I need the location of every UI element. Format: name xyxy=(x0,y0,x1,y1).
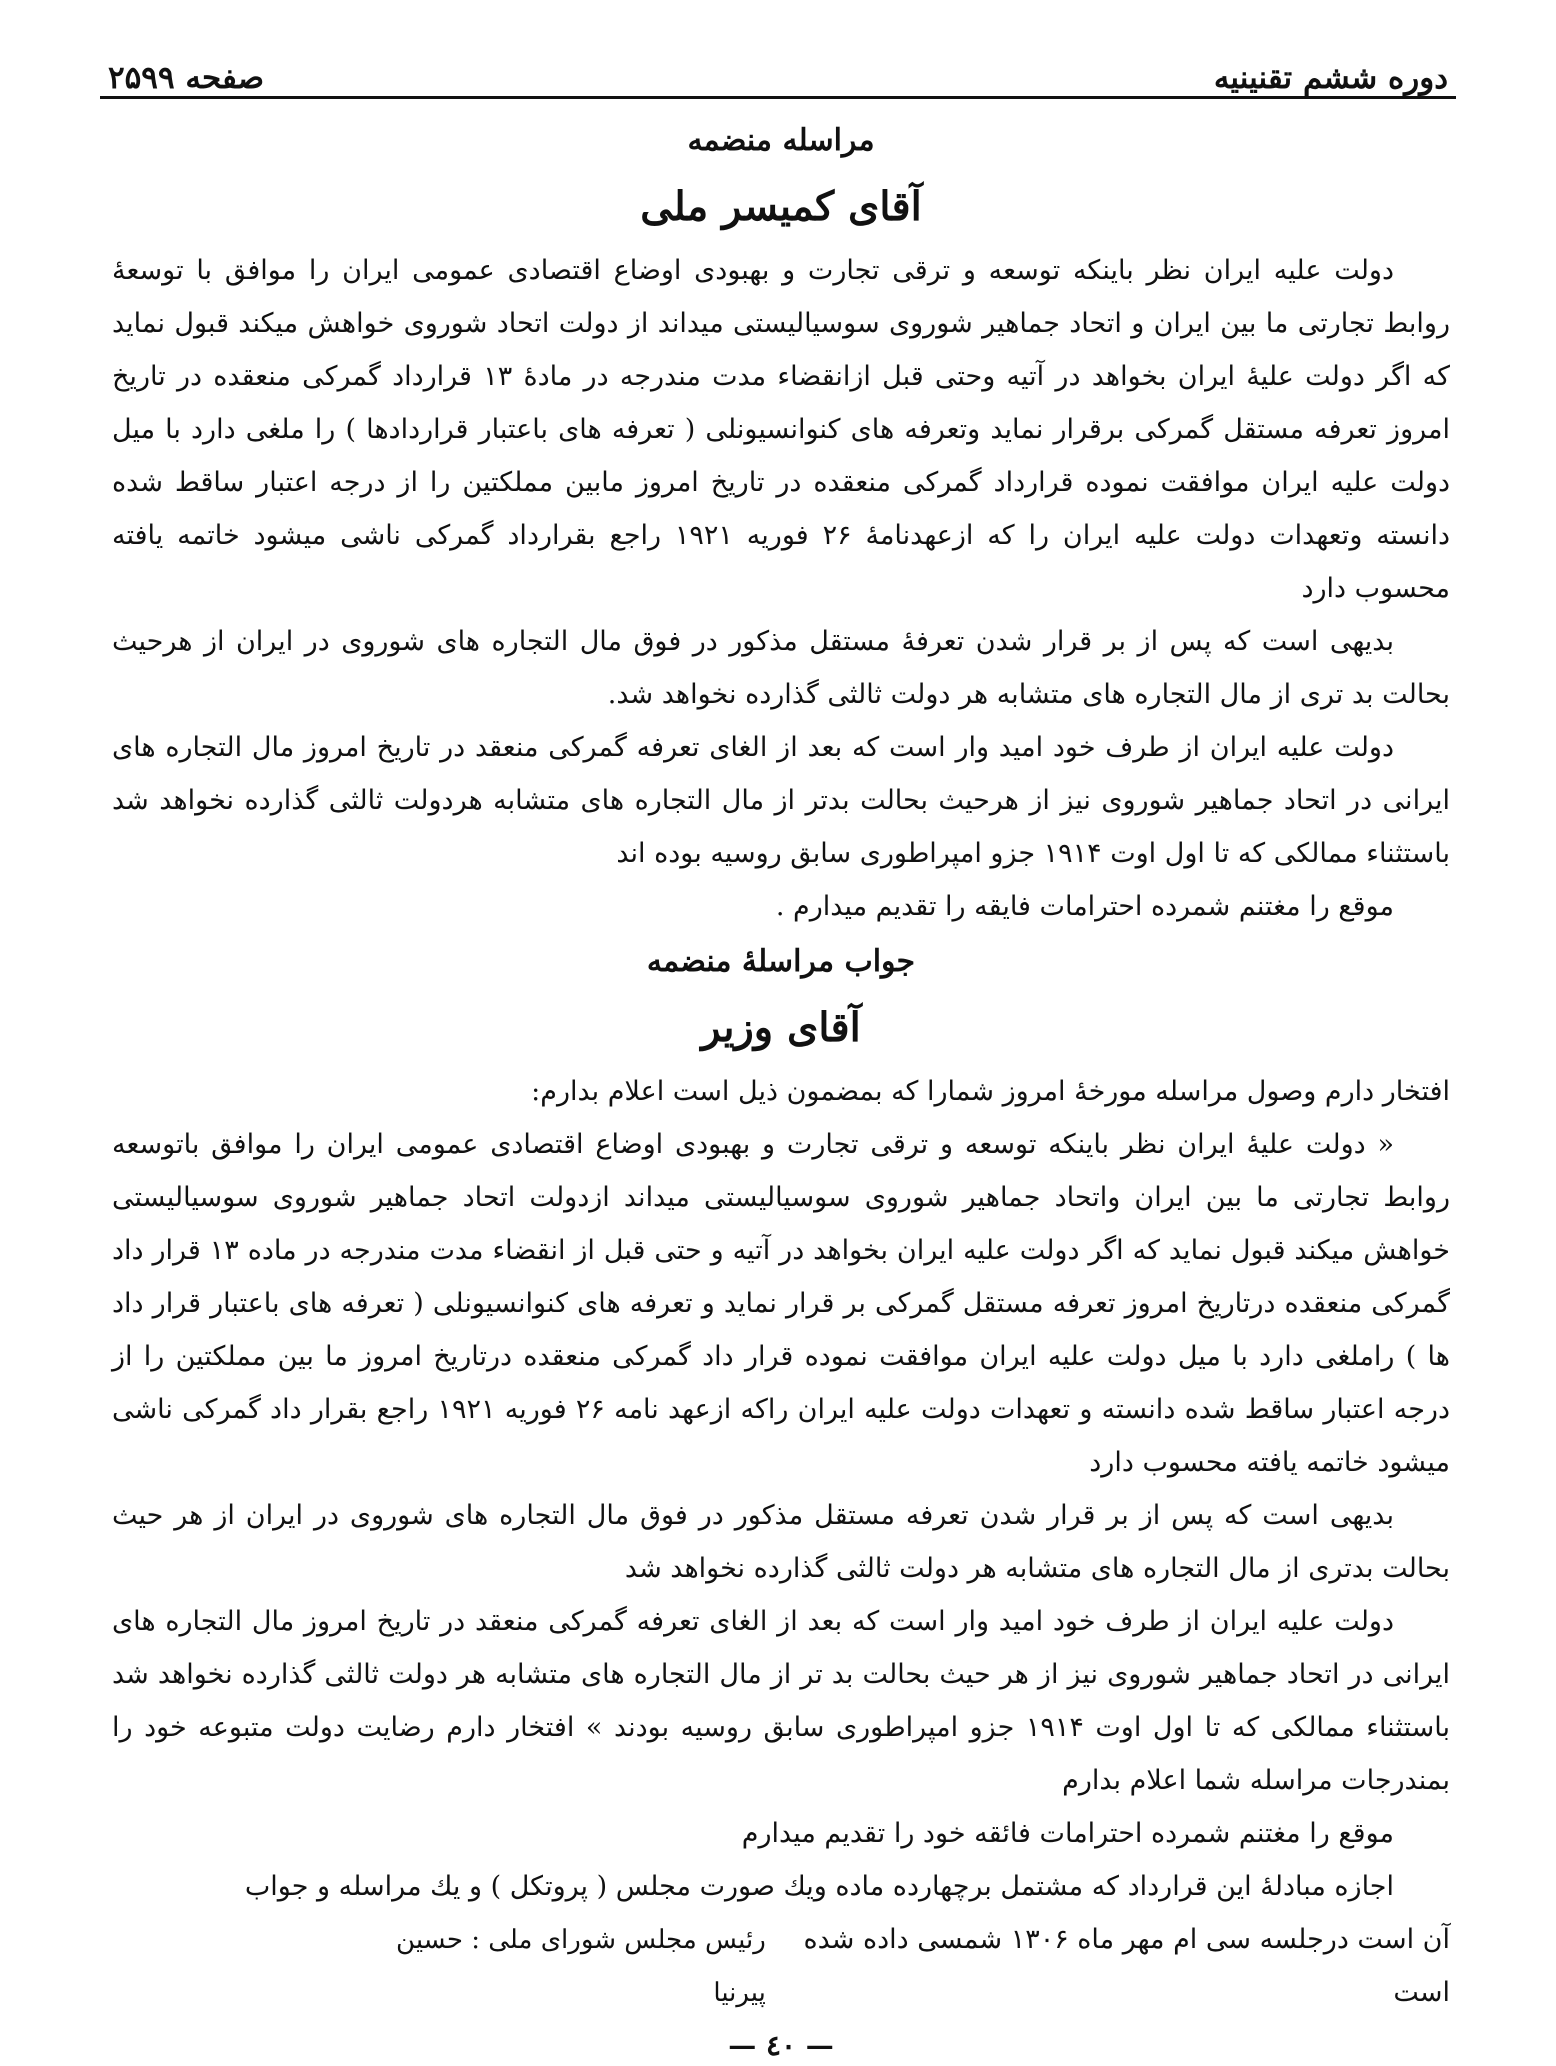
approval-line-2: آن است درجلسه سی ام مهر ماه ۱۳۰۶ شمسی داده شده است xyxy=(803,1924,1450,2008)
approval-footer xyxy=(112,1913,1450,2020)
reply-salutation: آقای وزیر xyxy=(701,1004,861,1051)
document-body xyxy=(112,112,1450,2062)
session-title: دوره ششم تقنينيه xyxy=(1213,60,1448,96)
letter-paragraph-3: دولت علیه ایران از طرف خود امید وار است که بعد از الغای تعرفه گمرکی منعقد در تاریخ امروز مال التجاره های ایرانی در اتحاد جماهیر شوروی نیز از هرحیث بحالت بدتر از مال التجاره های متشابه هردولت ثالثی گذارده نخواهد شد باستثناء ممالکی که تا اول اوت ۱۹۱۴ جزو امپراطوری سابق روسیه بوده اند xyxy=(112,732,1450,869)
letter-salutation: آقای کمیسر ملی xyxy=(640,183,922,230)
reply-heading: جواب مراسلهٔ منضمه xyxy=(646,944,916,979)
reply-paragraph-2: بدیهی است که پس از بر قرار شدن تعرفه مستقل مذکور در فوق مال التجاره های شوروی در ایران از هر حیث بحالت بدتری از مال التجاره های متشابه هر دولت ثالثی گذارده نخواهد شد xyxy=(112,1500,1450,1584)
reply-paragraph-1: « دولت علیهٔ ایران نظر باینکه توسعه و ترقی تجارت و بهبودی اوضاع اقتصادی عمومی ایران را موافق باتوسعه روابط تجارتی ما بین ایران واتحاد جماهیر شوروی سوسیالیستی میداند ازدولت اتحاد جماهیر شوروی سوسیالیستی خواهش میکند قبول نماید که اگر دولت علیه ایران بخواهد در آتیه و حتی قبل از انقضاء مدت مندرجه در ماده ۱۳ قرار داد گمرکی منعقده درتاریخ امروز تعرفه مستقل گمرکی بر قرار نماید و تعرفه های کنوانسیونلی ( تعرفه های باعتبار قرار داد ها ) راملغی دارد با میل دولت علیه ایران موافقت نموده قرار داد گمرکی منعقده درتاریخ امروز ما بین مملکتین را از درجه اعتبار ساقط شده دانسته و تعهدات دولت علیه ایران راکه ازعهد نامه ۲۶ فوریه ۱۹۲۱ راجع بقرار داد گمرکی ناشی میشود خاتمه یافته محسوب دارد xyxy=(112,1129,1450,1478)
reply-paragraph-3: دولت علیه ایران از طرف خود امید وار است که بعد از الغای تعرفه گمرکی منعقد در تاریخ امروز مال التجاره های ایرانی در اتحاد جماهیر شوروی نیز از هر حیث بحالت بد تر از مال التجاره های متشابه هر دولت ثالثی گذارده نخواهد شد باستثناء ممالکی که تا اول اوت ۱۹۱۴ جزو امپراطوری سابق روسیه بودند » افتخار دارم رضایت دولت متبوعه خود را بمندرجات مراسله شما اعلام بدارم xyxy=(112,1606,1450,1796)
letter-paragraph-2: بدیهی است که پس از بر قرار شدن تعرفهٔ مستقل مذکور در فوق مال التجاره های شوروی در ایران از هرحیث بحالت بد تری از مال التجاره های متشابه هر دولت ثالثی گذارده نخواهد شد. xyxy=(112,626,1450,710)
signature: رئیس مجلس شورای ملی : حسین پیرنیا xyxy=(396,1925,766,2008)
letter-heading: مراسله منضمه xyxy=(687,123,875,158)
reply-closing: موقع را مغتنم شمرده احترامات فائقه خود را تقدیم میدارم xyxy=(741,1818,1394,1849)
letter-closing: موقع را مغتنم شمرده احترامات فایقه را تقدیم میدارم . xyxy=(775,891,1394,922)
header-divider xyxy=(100,96,1456,99)
reply-opening: افتخار دارم وصول مراسله مورخهٔ امروز شمارا که بمضمون ذیل است اعلام بدارم: xyxy=(531,1076,1450,1107)
letter-paragraph-1: دولت علیه ایران نظر باینکه توسعه و ترقی تجارت و بهبودی اوضاع اقتصادی عمومی ایران را موافق با توسعهٔ روابط تجارتی ما بین ایران و اتحاد جماهیر شوروی سوسیالیستی میداند از دولت اتحاد شوروی خواهش میکند قبول نماید که اگر دولت علیهٔ ایران بخواهد در آتیه وحتی قبل ازانقضاء مدت مندرجه در مادهٔ ۱۳ قرارداد گمرکی منعقده در تاریخ امروز تعرفه مستقل گمرکی برقرار نماید وتعرفه های کنوانسیونلی ( تعرفه های باعتبار قراردادها ) را ملغی دارد با میل دولت علیه ایران موافقت نموده قرارداد گمرکی منعقده در تاریخ امروز مابین مملکتین را از درجه اعتبار ساقط شده دانسته وتعهدات دولت علیه ایران را که ازعهدنامهٔ ۲۶ فوریه ۱۹۲۱ راجع بقرارداد گمرکی ناشی میشود خاتمه یافته محسوب دارد xyxy=(112,255,1450,604)
page-header xyxy=(108,48,1448,96)
page-number: — ٤٠ — xyxy=(728,2029,834,2062)
approval-line-1: اجازه مبادلهٔ این قرارداد که مشتمل برچهارده ماده ویك صورت مجلس ( پروتکل ) و یك مراسله و جواب xyxy=(244,1871,1394,1902)
page-label: صفحه ۲۵۹۹ xyxy=(108,60,265,96)
